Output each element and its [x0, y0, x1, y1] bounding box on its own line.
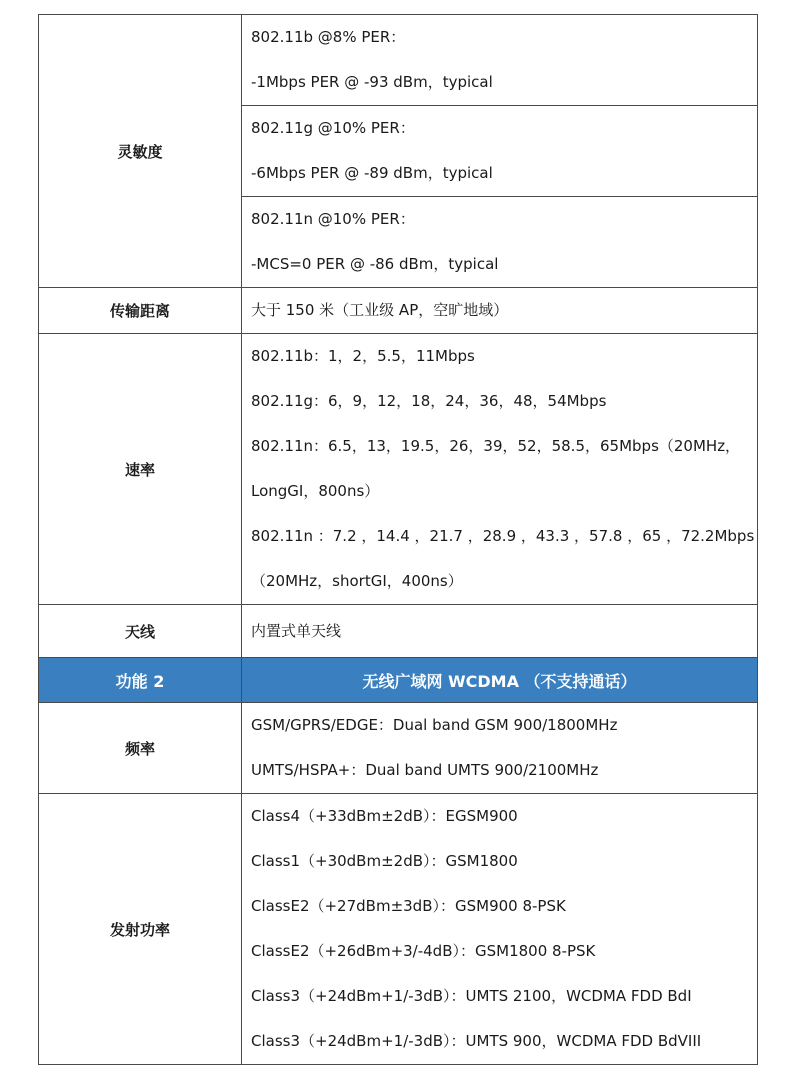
- frequency-values: [242, 703, 758, 794]
- row-label-tx-power: 发射功率: [39, 794, 242, 1065]
- section-label: 功能 2: [39, 658, 242, 703]
- value-line: 内置式单天线: [251, 622, 342, 640]
- spec-table: [38, 14, 758, 1065]
- value-line: Class4（+33dBm±2dB）：EGSM900: [251, 807, 518, 825]
- value-line: -6Mbps PER @ -89 dBm，typical: [251, 164, 493, 182]
- value-line: Class1（+30dBm±2dB）：GSM1800: [251, 852, 518, 870]
- sensitivity-group: [242, 15, 757, 106]
- value-line: Class3（+24dBm+1/-3dB）：UMTS 2100，WCDMA FDD BdI: [251, 987, 692, 1005]
- section-title: 无线广域网 WCDMA （不支持通话）: [242, 658, 758, 703]
- value-line: -1Mbps PER @ -93 dBm，typical: [251, 73, 493, 91]
- value-line: ClassE2（+27dBm±3dB）：GSM900 8-PSK: [251, 897, 566, 915]
- value-line: Class3（+24dBm+1/-3dB）：UMTS 900，WCDMA FDD BdVIII: [251, 1032, 702, 1050]
- row-label-antenna: 天线: [39, 605, 242, 658]
- value-line: LongGI，800ns）: [251, 482, 380, 500]
- value-line: 802.11g @10% PER：: [251, 119, 415, 137]
- rate-values: [242, 334, 758, 605]
- table-row: [39, 605, 758, 658]
- row-label-sensitivity: 灵敏度: [39, 15, 242, 288]
- table-row: [39, 288, 758, 334]
- row-label-rate: 速率: [39, 334, 242, 605]
- value-line: 802.11b @8% PER：: [251, 28, 406, 46]
- sensitivity-group: [242, 106, 757, 197]
- table-row: [39, 15, 758, 288]
- value-line: UMTS/HSPA+：Dual band UMTS 900/2100MHz: [251, 761, 599, 779]
- section-header-row: [39, 658, 758, 703]
- sensitivity-group: [242, 197, 757, 287]
- antenna-values: [242, 605, 758, 658]
- value-line: 802.11n ：7.2 ，14.4 ，21.7 ，28.9 ，43.3 ，57.8 ，65 ，72.2Mbps: [251, 527, 755, 545]
- tx-power-values: [242, 794, 758, 1065]
- value-line: （20MHz，shortGI，400ns）: [251, 572, 463, 590]
- table-row: [39, 794, 758, 1065]
- row-label-frequency: 频率: [39, 703, 242, 794]
- value-line: -MCS=0 PER @ -86 dBm，typical: [251, 255, 499, 273]
- value-line: 大于 150 米（工业级 AP，空旷地域）: [251, 301, 509, 319]
- value-line: 802.11b：1，2，5.5，11Mbps: [251, 347, 475, 365]
- table-row: [39, 334, 758, 605]
- value-line: 802.11n @10% PER：: [251, 210, 415, 228]
- distance-values: [242, 288, 758, 334]
- row-label-distance: 传输距离: [39, 288, 242, 334]
- sensitivity-values: [242, 15, 758, 288]
- value-line: 802.11n：6.5，13，19.5，26，39，52，58.5，65Mbps（20MHz，: [251, 437, 741, 455]
- value-line: GSM/GPRS/EDGE：Dual band GSM 900/1800MHz: [251, 716, 618, 734]
- table-row: [39, 703, 758, 794]
- value-line: 802.11g：6，9，12，18，24，36，48，54Mbps: [251, 392, 607, 410]
- value-line: ClassE2（+26dBm+3/-4dB）：GSM1800 8-PSK: [251, 942, 596, 960]
